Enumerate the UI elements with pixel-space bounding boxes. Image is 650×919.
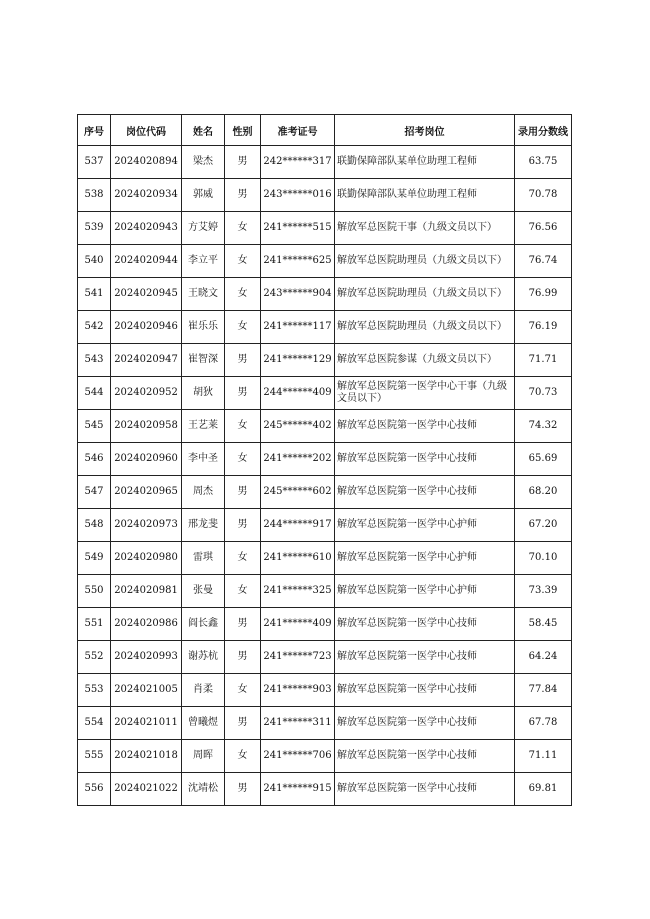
header-admission-ticket: 准考证号	[261, 115, 335, 146]
admission-score-cell: 58.45	[515, 608, 572, 641]
name-cell: 雷琪	[182, 542, 225, 575]
name-cell: 郭威	[182, 179, 225, 212]
recruitment-post-cell: 解放军总医院第一医学中心护师	[335, 509, 515, 542]
position-code-cell: 2024020945	[111, 278, 182, 311]
table-row	[78, 740, 572, 773]
gender-cell: 女	[225, 542, 261, 575]
serial-number-cell: 546	[78, 443, 111, 476]
gender-cell: 女	[225, 674, 261, 707]
recruitment-post-cell: 解放军总医院第一医学中心技师	[335, 443, 515, 476]
gender-cell: 女	[225, 410, 261, 443]
recruitment-post-cell: 解放军总医院助理员（九级文员以下）	[335, 245, 515, 278]
admission-score-cell: 74.32	[515, 410, 572, 443]
table-row	[78, 179, 572, 212]
admission-score-cell: 63.75	[515, 146, 572, 179]
header-position-code: 岗位代码	[111, 115, 182, 146]
name-cell: 谢苏杭	[182, 641, 225, 674]
admission-ticket-cell: 241******409	[261, 608, 335, 641]
gender-cell: 女	[225, 443, 261, 476]
header-row	[78, 115, 572, 146]
name-cell: 周杰	[182, 476, 225, 509]
position-code-cell: 2024020934	[111, 179, 182, 212]
gender-cell: 男	[225, 146, 261, 179]
position-code-cell: 2024021022	[111, 773, 182, 806]
serial-number-cell: 551	[78, 608, 111, 641]
position-code-cell: 2024020960	[111, 443, 182, 476]
position-code-cell: 2024020894	[111, 146, 182, 179]
serial-number-cell: 548	[78, 509, 111, 542]
recruitment-post-cell: 联勤保障部队某单位助理工程师	[335, 179, 515, 212]
position-code-cell: 2024021018	[111, 740, 182, 773]
admission-ticket-cell: 241******117	[261, 311, 335, 344]
header-serial-number: 序号	[78, 115, 111, 146]
gender-cell: 男	[225, 377, 261, 410]
admission-score-cell: 71.71	[515, 344, 572, 377]
serial-number-cell: 556	[78, 773, 111, 806]
recruitment-post-cell: 解放军总医院第一医学中心技师	[335, 476, 515, 509]
name-cell: 阎长鑫	[182, 608, 225, 641]
position-code-cell: 2024020993	[111, 641, 182, 674]
recruitment-post-cell: 解放军总医院第一医学中心技师	[335, 608, 515, 641]
table-row	[78, 443, 572, 476]
name-cell: 李立平	[182, 245, 225, 278]
serial-number-cell: 540	[78, 245, 111, 278]
serial-number-cell: 541	[78, 278, 111, 311]
admission-ticket-cell: 241******915	[261, 773, 335, 806]
gender-cell: 男	[225, 344, 261, 377]
admission-ticket-cell: 241******723	[261, 641, 335, 674]
admission-score-cell: 76.19	[515, 311, 572, 344]
table-row	[78, 641, 572, 674]
admission-score-cell: 76.74	[515, 245, 572, 278]
name-cell: 沈靖松	[182, 773, 225, 806]
recruitment-post-cell: 解放军总医院第一医学中心护师	[335, 542, 515, 575]
name-cell: 崔乐乐	[182, 311, 225, 344]
recruitment-post-cell: 解放军总医院第一医学中心技师	[335, 773, 515, 806]
table-row	[78, 707, 572, 740]
table-row	[78, 344, 572, 377]
admission-score-cell: 76.56	[515, 212, 572, 245]
recruitment-post-cell: 联勤保障部队某单位助理工程师	[335, 146, 515, 179]
name-cell: 王晓文	[182, 278, 225, 311]
recruitment-post-cell: 解放军总医院第一医学中心技师	[335, 740, 515, 773]
table-row	[78, 377, 572, 410]
admission-ticket-cell: 245******402	[261, 410, 335, 443]
admission-score-cell: 73.39	[515, 575, 572, 608]
name-cell: 邢龙斐	[182, 509, 225, 542]
admission-score-cell: 70.73	[515, 377, 572, 410]
position-code-cell: 2024020946	[111, 311, 182, 344]
admission-table	[77, 114, 572, 806]
admission-ticket-cell: 244******409	[261, 377, 335, 410]
gender-cell: 男	[225, 179, 261, 212]
position-code-cell: 2024020986	[111, 608, 182, 641]
position-code-cell: 2024020944	[111, 245, 182, 278]
admission-ticket-cell: 241******625	[261, 245, 335, 278]
name-cell: 王艺莱	[182, 410, 225, 443]
gender-cell: 男	[225, 773, 261, 806]
position-code-cell: 2024020952	[111, 377, 182, 410]
admission-ticket-cell: 244******917	[261, 509, 335, 542]
name-cell: 张曼	[182, 575, 225, 608]
serial-number-cell: 538	[78, 179, 111, 212]
admission-score-cell: 65.69	[515, 443, 572, 476]
position-code-cell: 2024021005	[111, 674, 182, 707]
admission-ticket-cell: 241******325	[261, 575, 335, 608]
name-cell: 周晖	[182, 740, 225, 773]
table-row	[78, 476, 572, 509]
table-row	[78, 311, 572, 344]
gender-cell: 女	[225, 311, 261, 344]
serial-number-cell: 547	[78, 476, 111, 509]
position-code-cell: 2024020973	[111, 509, 182, 542]
header-recruitment-post: 招考岗位	[335, 115, 515, 146]
position-code-cell: 2024020980	[111, 542, 182, 575]
position-code-cell: 2024020958	[111, 410, 182, 443]
gender-cell: 女	[225, 245, 261, 278]
admission-ticket-cell: 241******129	[261, 344, 335, 377]
gender-cell: 女	[225, 575, 261, 608]
position-code-cell: 2024020981	[111, 575, 182, 608]
admission-score-cell: 70.78	[515, 179, 572, 212]
header-gender: 性别	[225, 115, 261, 146]
gender-cell: 男	[225, 509, 261, 542]
serial-number-cell: 545	[78, 410, 111, 443]
gender-cell: 女	[225, 212, 261, 245]
gender-cell: 女	[225, 278, 261, 311]
recruitment-post-cell: 解放军总医院第一医学中心干事（九级文员以下）	[335, 377, 515, 410]
recruitment-post-cell: 解放军总医院第一医学中心护师	[335, 575, 515, 608]
position-code-cell: 2024020965	[111, 476, 182, 509]
table-row	[78, 245, 572, 278]
table-row	[78, 146, 572, 179]
admission-score-cell: 67.20	[515, 509, 572, 542]
recruitment-post-cell: 解放军总医院第一医学中心技师	[335, 410, 515, 443]
name-cell: 梁杰	[182, 146, 225, 179]
table-row	[78, 608, 572, 641]
table-row	[78, 212, 572, 245]
gender-cell: 男	[225, 476, 261, 509]
table-header	[78, 115, 572, 146]
table-row	[78, 542, 572, 575]
table-row	[78, 509, 572, 542]
gender-cell: 男	[225, 707, 261, 740]
serial-number-cell: 553	[78, 674, 111, 707]
admission-ticket-cell: 241******515	[261, 212, 335, 245]
admission-ticket-cell: 241******903	[261, 674, 335, 707]
admission-score-cell: 68.20	[515, 476, 572, 509]
admission-score-cell: 76.99	[515, 278, 572, 311]
position-code-cell: 2024020943	[111, 212, 182, 245]
admission-score-cell: 71.11	[515, 740, 572, 773]
serial-number-cell: 555	[78, 740, 111, 773]
admission-score-cell: 67.78	[515, 707, 572, 740]
recruitment-post-cell: 解放军总医院参谋（九级文员以下）	[335, 344, 515, 377]
serial-number-cell: 542	[78, 311, 111, 344]
name-cell: 崔智深	[182, 344, 225, 377]
recruitment-post-cell: 解放军总医院第一医学中心技师	[335, 674, 515, 707]
gender-cell: 男	[225, 641, 261, 674]
name-cell: 李中圣	[182, 443, 225, 476]
table-row	[78, 674, 572, 707]
position-code-cell: 2024020947	[111, 344, 182, 377]
admission-ticket-cell: 243******904	[261, 278, 335, 311]
header-name: 姓名	[182, 115, 225, 146]
table-row	[78, 773, 572, 806]
table-row	[78, 278, 572, 311]
name-cell: 肖柔	[182, 674, 225, 707]
table-body	[78, 146, 572, 806]
table-row	[78, 410, 572, 443]
name-cell: 曾曦煜	[182, 707, 225, 740]
position-code-cell: 2024021011	[111, 707, 182, 740]
name-cell: 方艾婷	[182, 212, 225, 245]
admission-ticket-cell: 241******706	[261, 740, 335, 773]
gender-cell: 女	[225, 740, 261, 773]
serial-number-cell: 552	[78, 641, 111, 674]
serial-number-cell: 539	[78, 212, 111, 245]
admission-score-cell: 70.10	[515, 542, 572, 575]
gender-cell: 男	[225, 608, 261, 641]
admission-ticket-cell: 242******317	[261, 146, 335, 179]
serial-number-cell: 537	[78, 146, 111, 179]
serial-number-cell: 550	[78, 575, 111, 608]
serial-number-cell: 543	[78, 344, 111, 377]
name-cell: 胡狄	[182, 377, 225, 410]
header-admission-score: 录用分数线	[515, 115, 572, 146]
admission-score-cell: 77.84	[515, 674, 572, 707]
serial-number-cell: 549	[78, 542, 111, 575]
recruitment-post-cell: 解放军总医院第一医学中心技师	[335, 707, 515, 740]
table-row	[78, 575, 572, 608]
recruitment-post-cell: 解放军总医院助理员（九级文员以下）	[335, 311, 515, 344]
recruitment-post-cell: 解放军总医院第一医学中心技师	[335, 641, 515, 674]
admission-ticket-cell: 241******610	[261, 542, 335, 575]
serial-number-cell: 544	[78, 377, 111, 410]
admission-ticket-cell: 241******202	[261, 443, 335, 476]
serial-number-cell: 554	[78, 707, 111, 740]
admission-score-cell: 69.81	[515, 773, 572, 806]
admission-ticket-cell: 243******016	[261, 179, 335, 212]
admission-ticket-cell: 241******311	[261, 707, 335, 740]
recruitment-post-cell: 解放军总医院助理员（九级文员以下）	[335, 278, 515, 311]
admission-score-cell: 64.24	[515, 641, 572, 674]
recruitment-post-cell: 解放军总医院干事（九级文员以下）	[335, 212, 515, 245]
admission-ticket-cell: 245******602	[261, 476, 335, 509]
